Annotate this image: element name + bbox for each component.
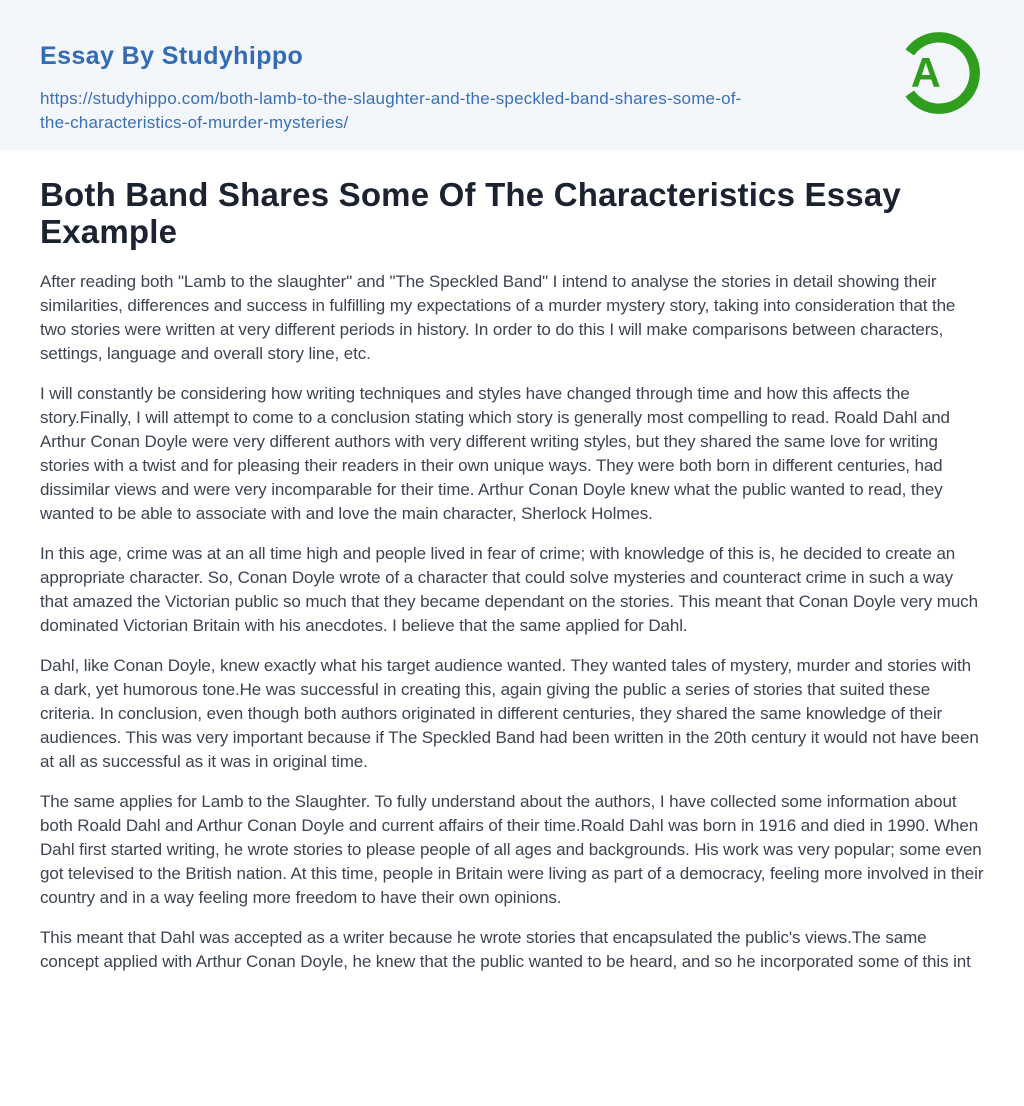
essay-url-link[interactable] <box>40 87 840 135</box>
essay-article <box>0 176 1024 1050</box>
studyhippo-logo-icon <box>892 26 986 120</box>
page-title: Both Band Shares Some Of The Characteristics Essay Example <box>40 176 901 250</box>
essay-paragraph: The same applies for Lamb to the Slaughter. To fully understand about the authors, I have collected some information about both Roald Dahl and Arthur Conan Doyle and current affairs of their time.Roald Dahl was born in 1916 and died in 1990. When Dahl first started writing, he wrote stories to please people of all ages and backgrounds. His work was very popular; some even got televised to the British nation. At this time, people in Britain were living as part of a democracy, feeling more involved in their country and in a way feeling more freedom to have their own opinions. <box>40 792 984 907</box>
essay-paragraph: After reading both "Lamb to the slaughter" and "The Speckled Band" I intend to analyse the stories in detail showing their similarities, differences and success in fulfilling my expectations of a murder mystery story, taking into consideration that the two stories were written at very different periods in history. In order to do this I will make comparisons between characters, settings, language and overall story line, etc. <box>40 272 956 363</box>
site-title: Essay By Studyhippo <box>40 42 304 70</box>
site-header <box>0 0 1024 150</box>
essay-paragraph: In this age, crime was at an all time high and people lived in fear of crime; with knowledge of this is, he decided to create an appropriate character. So, Conan Doyle wrote of a character that could solve mysteries and counteract crime in such a way that amazed the Victorian public so much that they became dependant on the stories. This meant that Conan Doyle very much dominated Victorian Britain with his anecdotes. I believe that the same applied for Dahl. <box>40 544 978 635</box>
essay-paragraph: I will constantly be considering how writing techniques and styles have changed through time and how this affects the story.Finally, I will attempt to come to a conclusion stating which story is generally most compelling to read. Roald Dahl and Arthur Conan Doyle were very different authors with very different writing styles, but they shared the same love for writing stories with a twist and for pleasing their readers in their own unique ways. They were both born in different centuries, had dissimilar views and were very incomparable for their time. Arthur Conan Doyle knew what the public wanted to read, they wanted to be able to associate with and love the main character, Sherlock Holmes. <box>40 384 950 523</box>
essay-paragraph: Dahl, like Conan Doyle, knew exactly what his target audience wanted. They wanted tales of mystery, murder and stories with a dark, yet humorous tone.He was successful in creating this, again giving the public a series of stories that suited these criteria. In conclusion, even though both authors originated in different centuries, they shared the same knowledge of their audiences. This was very important because if The Speckled Band had been written in the 20th century it would not have been at all as successful as it was in original time. <box>40 656 979 771</box>
essay-url-line2: the-characteristics-of-murder-mysteries/ <box>40 113 349 132</box>
essay-url-line1: https://studyhippo.com/both-lamb-to-the-slaughter-and-the-speckled-band-shares-some-of- <box>40 89 742 108</box>
essay-paragraph: This meant that Dahl was accepted as a writer because he wrote stories that encapsulated the public's views.The same concept applied with Arthur Conan Doyle, he knew that the public wanted to be heard, and so he incorporated some of this int <box>40 928 971 971</box>
essay-body <box>40 270 984 974</box>
logo-letter: A <box>910 50 941 97</box>
